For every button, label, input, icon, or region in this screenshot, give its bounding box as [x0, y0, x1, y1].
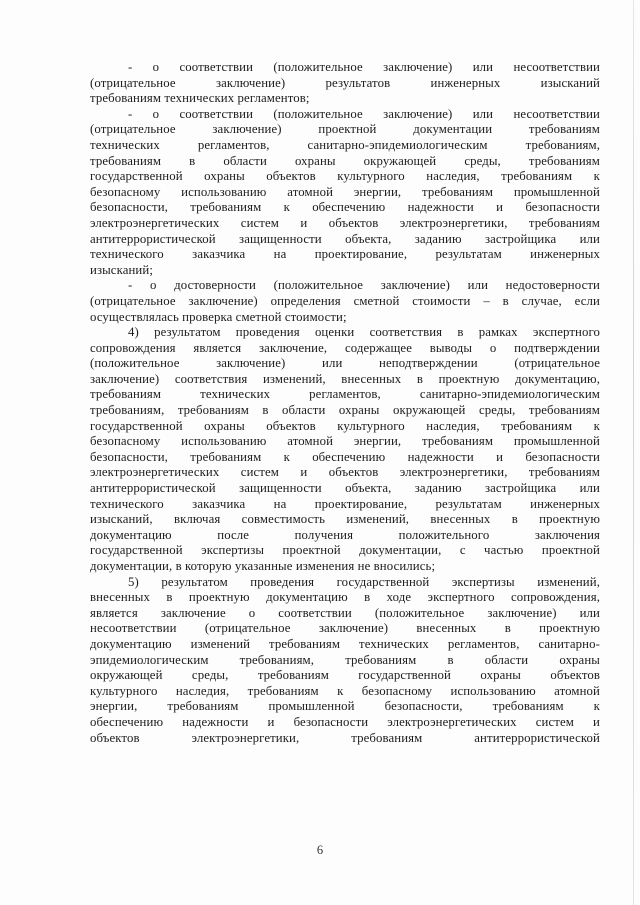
text-line: осуществлялась проверка сметной стоимости; [90, 309, 347, 324]
text-line: документации, в которую указанные изменения не вносились; [90, 559, 436, 573]
text-line: 4) результатом проведения оценки соответствия в рамках экспертного [128, 325, 600, 340]
text-line: государственной охраны объектов культурного наследия, требованиям к [90, 169, 600, 184]
text-line: - о соответствии (положительное заключение) или несоответствии [128, 106, 600, 121]
text-line: (отрицательное заключение) проектной документации требованиям [90, 122, 600, 137]
text-line: требованиям в области охраны окружающей среды, требованиям [90, 153, 600, 168]
text-line: государственной охраны объектов культурного наследия, требованиям к [90, 418, 600, 433]
paragraph-estimate-cost [90, 278, 600, 325]
text-line: безопасному использованию атомной энергии, требованиям промышленной [90, 434, 600, 449]
text-line: - о соответствии (положительное заключение) или несоответствии [128, 60, 600, 74]
text-line: заключение) соответствия изменений, внесенных в проектную документацию, [90, 371, 600, 386]
text-line: государственной экспертизы проектной документации, с частью проектной [90, 543, 600, 558]
text-line: эпидемиологическим требованиям, требованиям в области охраны [90, 652, 600, 667]
text-line: несоответствии (отрицательное заключение) внесенных в проектную [90, 621, 600, 636]
text-line: антитеррористической защищенности объекта, заданию застройщика или [90, 231, 600, 246]
paragraph-results-surveys [90, 60, 600, 107]
paragraph-item-4 [90, 325, 600, 575]
text-line: электроэнергетических систем и объектов электроэнергетики, требованиям [90, 465, 600, 480]
paragraph-item-5 [90, 575, 600, 747]
text-line: документацию после получения положительного заключения [90, 527, 600, 542]
text-line: объектов электроэнергетики, требованиям антитеррористической [90, 730, 600, 745]
text-line: (отрицательное заключение) результатов инженерных изысканий [90, 75, 600, 90]
text-line: внесенных в проектную документацию в ходе экспертного сопровождения, [90, 590, 600, 605]
text-line: документацию изменений требованиям технических регламентов, санитарно- [90, 636, 600, 651]
text-line: культурного наследия, требованиям к безопасному использованию атомной [90, 683, 600, 698]
text-line: изысканий; [90, 262, 153, 277]
text-line: окружающей среды, требованиям государственной охраны объектов [90, 668, 600, 683]
scan-edge-line [633, 0, 634, 905]
text-line: 5) результатом проведения государственной экспертизы изменений, [128, 574, 600, 589]
text-line: требованиям технических регламентов, санитарно-эпидемиологическим [90, 387, 600, 402]
text-line: требованиям, требованиям в области охраны окружающей среды, требованиям [90, 403, 600, 418]
body-text [90, 60, 600, 746]
text-line: изысканий, включая совместимость изменений, внесенных в проектную [90, 512, 600, 527]
text-line: требованиям технических регламентов; [90, 91, 310, 106]
text-line: обеспечению надежности и безопасности электроэнергетических систем и [90, 714, 600, 729]
text-line: безопасности, требованиям к обеспечению надежности и безопасности [90, 449, 600, 464]
text-line: технических регламентов, санитарно-эпидемиологическим требованиям, [90, 137, 600, 152]
text-line: является заключение о соответствии (положительное заключение) или [90, 605, 600, 620]
text-line: (отрицательное заключение) определения сметной стоимости – в случае, если [90, 293, 600, 308]
page-number: 6 [316, 843, 324, 857]
text-line: технического заказчика на проектирование, результатам инженерных [90, 247, 600, 262]
text-line: безопасному использованию атомной энергии, требованиям промышленной [90, 184, 600, 199]
text-line: антитеррористической защищенности объекта, заданию застройщика или [90, 481, 600, 496]
text-line: безопасности, требованиям к обеспечению надежности и безопасности [90, 200, 600, 215]
text-line: - о достоверности (положительное заключение) или недостоверности [128, 278, 600, 293]
text-line: сопровождения является заключение, содержащее выводы о подтверждении [90, 340, 600, 355]
text-line: энергии, требованиям промышленной безопасности, требованиям к [90, 699, 600, 714]
text-line: (положительное заключение) или неподтверждении (отрицательное [90, 356, 600, 371]
text-line: технического заказчика на проектирование, результатам инженерных [90, 496, 600, 511]
paragraph-project-documentation [90, 107, 600, 279]
text-line: электроэнергетических систем и объектов электроэнергетики, требованиям [90, 215, 600, 230]
